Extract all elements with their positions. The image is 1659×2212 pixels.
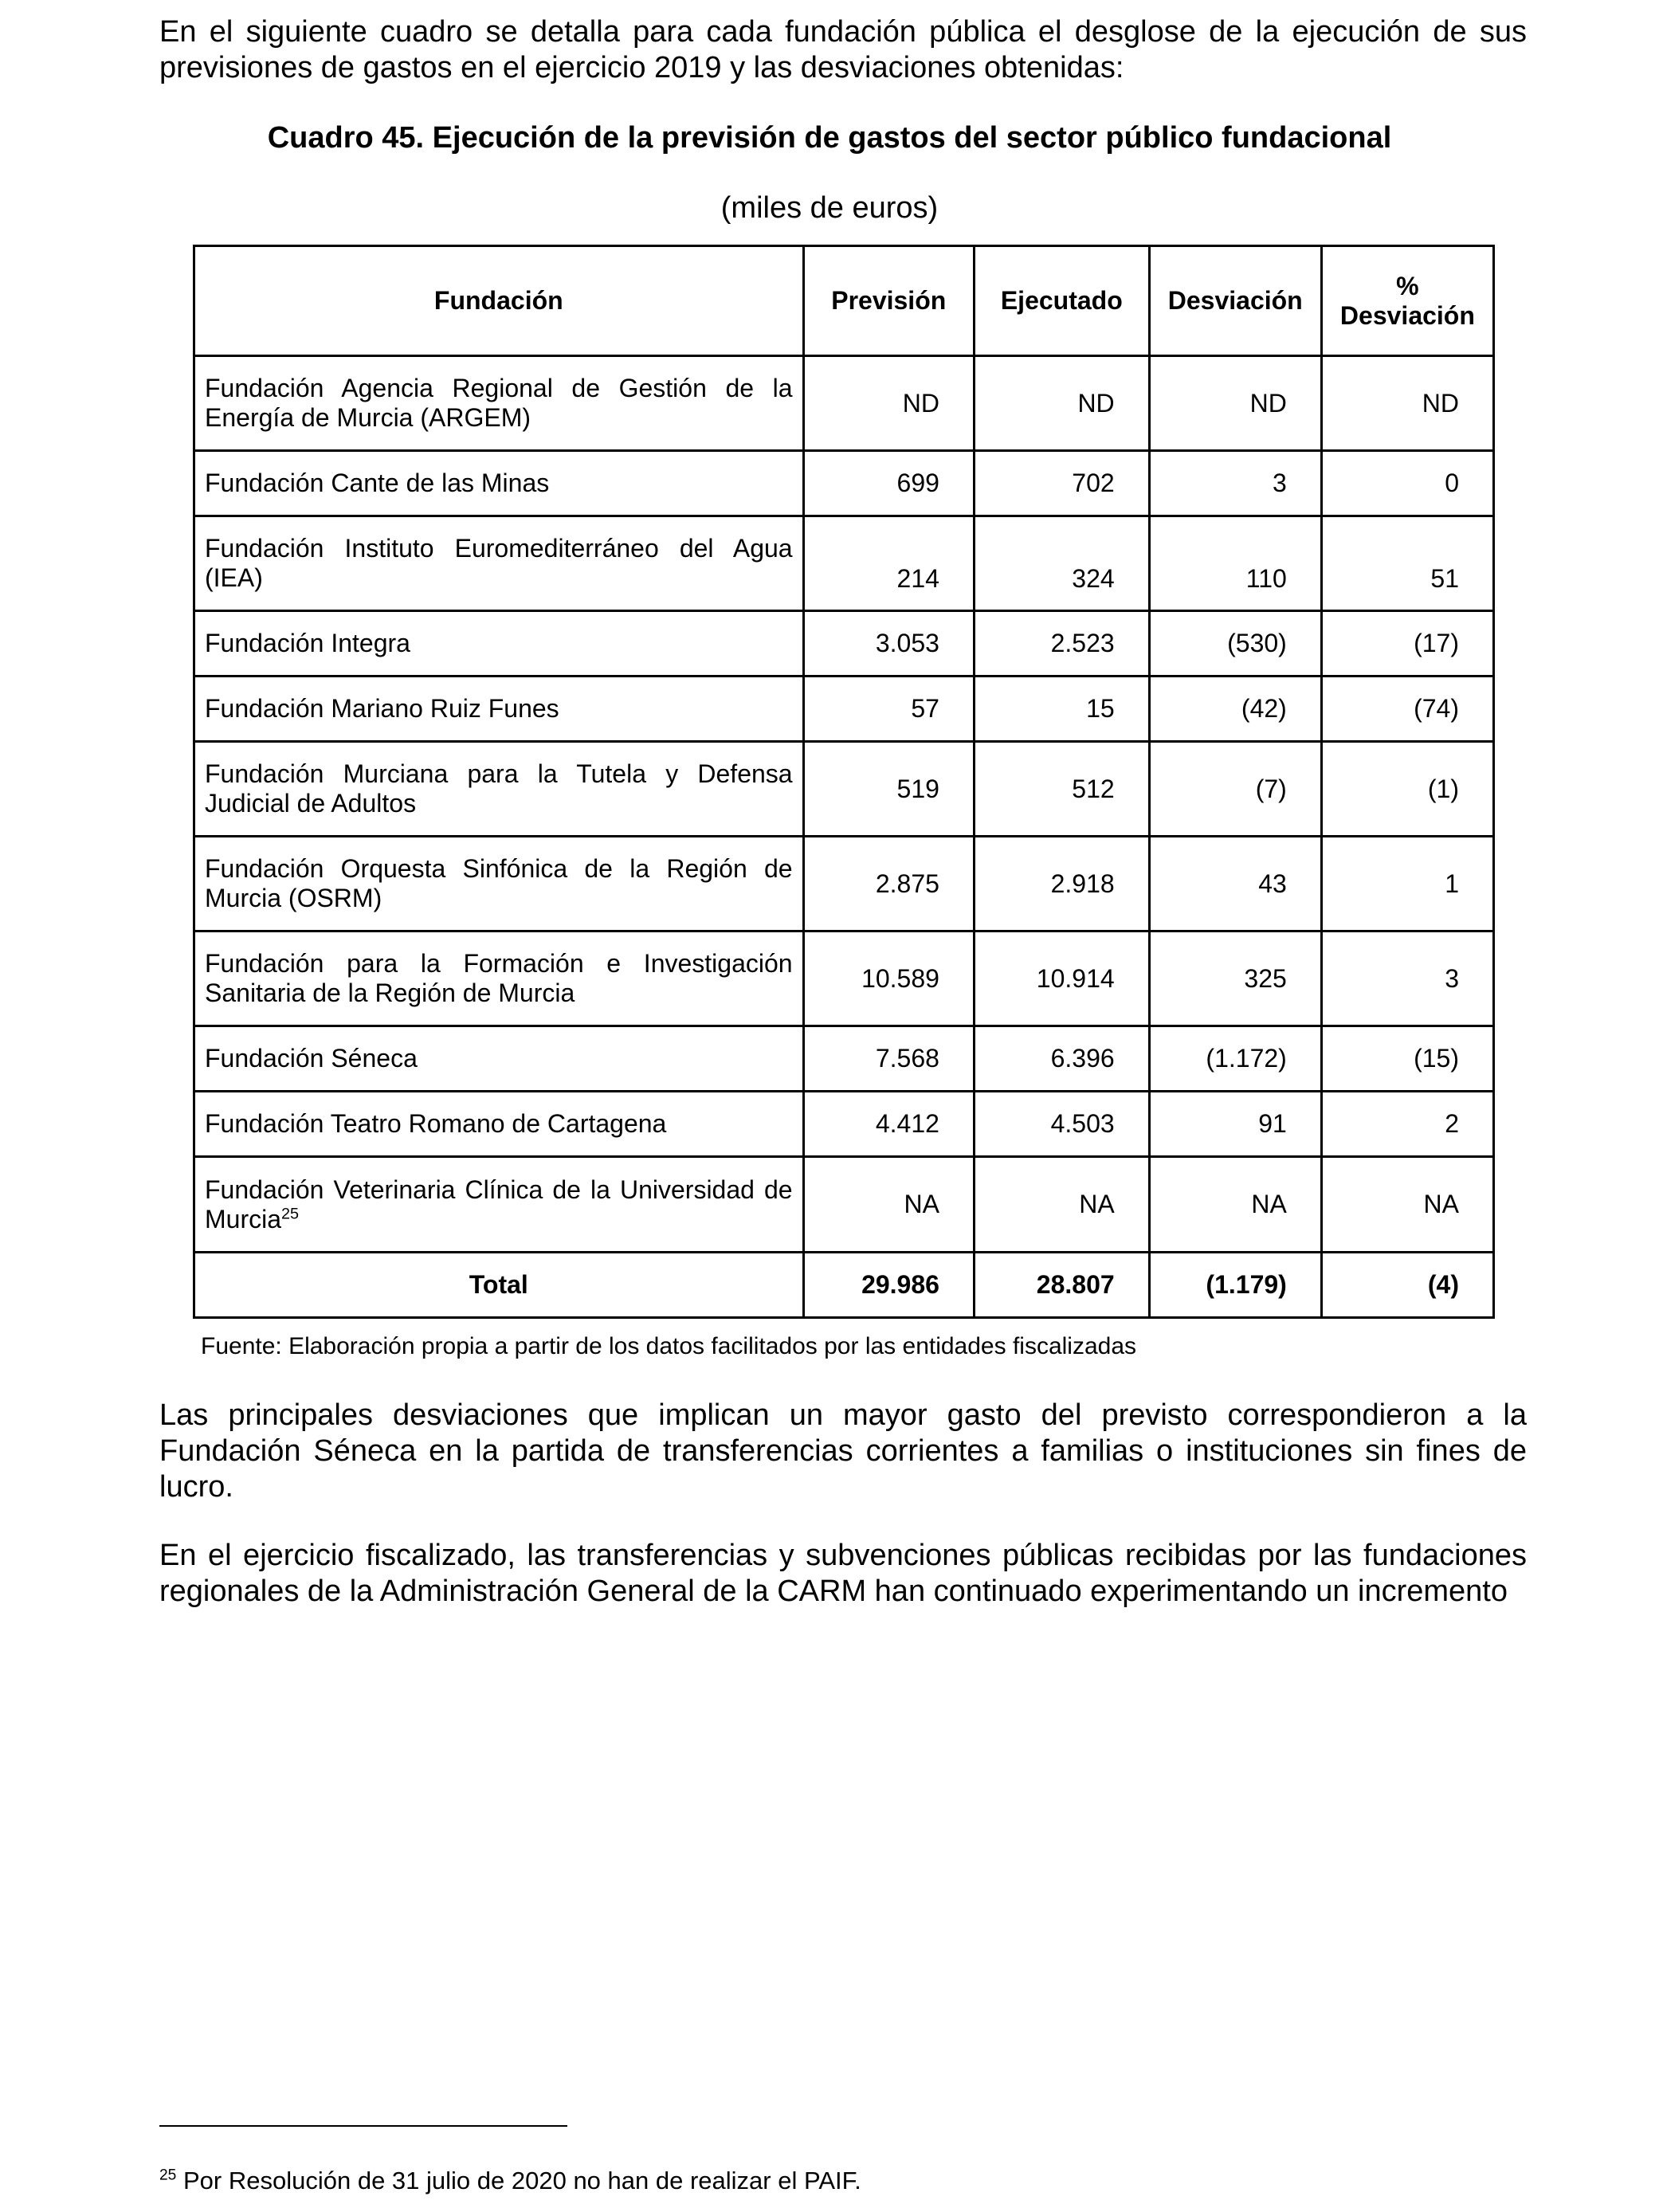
table-row [194,931,1494,1026]
row-ejecutado: 702 [974,451,1149,516]
row-prevision: 4.412 [803,1092,974,1157]
table-row [194,1026,1494,1092]
header-pct-desviacion [1321,246,1493,356]
row-name: Fundación Mariano Ruiz Funes [194,677,804,742]
row-ejecutado: 324 [974,516,1149,611]
row-pct: 3 [1321,931,1493,1026]
row-desviacion: 325 [1149,931,1321,1026]
table-total-row [194,1253,1494,1318]
total-pct: (4) [1321,1253,1493,1318]
row-prevision: 214 [803,516,974,611]
row-name: Fundación para la Formación e Investigación Sanitaria de la Región de Murcia [194,931,804,1026]
body-paragraph-2: En el ejercicio fiscalizado, las transferencias y subvenciones públicas recibidas por las fundaciones regionales de la Administración General de la CARM han continuado experimentando un incremento [159,1539,1527,1608]
intro-paragraph: En el siguiente cuadro se detalla para cada fundación pública el desglose de la ejecución de sus previsiones de gastos en el ejercicio 2019 y las desviaciones obtenidas: [159,15,1527,84]
row-ejecutado: 512 [974,742,1149,837]
footnote-reference: 25 [281,1204,300,1222]
row-name: Fundación Instituto Euromediterráneo del Agua (IEA) [194,516,804,611]
row-ejecutado: NA [974,1157,1149,1253]
row-desviacion: (1.172) [1149,1026,1321,1092]
row-ejecutado: 2.918 [974,837,1149,931]
row-name: Fundación Séneca [194,1026,804,1092]
foundation-expense-table [193,245,1495,1319]
table-row [194,837,1494,931]
total-prevision: 29.986 [803,1253,974,1318]
row-ejecutado: 10.914 [974,931,1149,1026]
header-desviacion: Desviación [1149,246,1321,356]
total-label: Total [194,1253,804,1318]
row-prevision: 3.053 [803,611,974,677]
table-row [194,451,1494,516]
row-prevision: 2.875 [803,837,974,931]
row-pct: (74) [1321,677,1493,742]
row-prevision: 519 [803,742,974,837]
row-pct: 2 [1321,1092,1493,1157]
table-row [194,356,1494,451]
header-pct-label: Desviación [1339,300,1475,330]
row-name: Fundación Teatro Romano de Cartagena [194,1092,804,1157]
row-pct: NA [1321,1157,1493,1253]
row-pct: (15) [1321,1026,1493,1092]
table-row [194,516,1494,611]
row-name: Fundación Integra [194,611,804,677]
row-prevision: ND [803,356,974,451]
table-caption-title: Cuadro 45. Ejecución de la previsión de gastos del sector público fundacional [267,121,1392,155]
row-pct: 51 [1321,516,1493,611]
table-header-row [194,246,1494,356]
row-desviacion: 110 [1149,516,1321,611]
header-ejecutado: Ejecutado [974,246,1149,356]
body-paragraph-1: Las principales desviaciones que implican un mayor gasto del previsto correspondieron a la Fundación Séneca en la partida de transferencias corrientes a familias o instituciones sin fines de lucro. [159,1398,1527,1504]
row-desviacion: NA [1149,1157,1321,1253]
row-pct: 0 [1321,451,1493,516]
footnote-separator [159,2125,567,2127]
row-ejecutado: 4.503 [974,1092,1149,1157]
row-desviacion: (7) [1149,742,1321,837]
row-desviacion: 91 [1149,1092,1321,1157]
header-prevision: Previsión [803,246,974,356]
row-ejecutado: 6.396 [974,1026,1149,1092]
row-name: Fundación Veterinaria Clínica de la Universidad de Murcia [205,1175,793,1233]
row-name: Fundación Cante de las Minas [194,451,804,516]
table-row [194,1092,1494,1157]
header-fundacion: Fundación [194,246,804,356]
row-prevision: NA [803,1157,974,1253]
row-name: Fundación Agencia Regional de Gestión de la Energía de Murcia (ARGEM) [194,356,804,451]
row-ejecutado: 15 [974,677,1149,742]
row-name: Fundación Orquesta Sinfónica de la Región de Murcia (OSRM) [194,837,804,931]
table-row [194,742,1494,837]
row-ejecutado: 2.523 [974,611,1149,677]
row-desviacion: ND [1149,356,1321,451]
row-pct: (1) [1321,742,1493,837]
row-name-cell [194,1157,804,1253]
table-source-note: Fuente: Elaboración propia a partir de los datos facilitados por las entidades fiscalizadas [201,1333,1137,1359]
row-pct: (17) [1321,611,1493,677]
table-row [194,1157,1494,1253]
footnote-text: Por Resolución de 31 julio de 2020 no han de realizar el PAIF. [183,2167,861,2194]
row-prevision: 57 [803,677,974,742]
row-prevision: 7.568 [803,1026,974,1092]
footnote-mark: 25 [159,2167,177,2184]
row-prevision: 699 [803,451,974,516]
table-row [194,611,1494,677]
row-ejecutado: ND [974,356,1149,451]
header-pct-symbol: % [1396,271,1419,300]
row-prevision: 10.589 [803,931,974,1026]
total-ejecutado: 28.807 [974,1253,1149,1318]
total-desviacion: (1.179) [1149,1253,1321,1318]
footnote [159,2166,861,2196]
table-row [194,677,1494,742]
row-name: Fundación Murciana para la Tutela y Defensa Judicial de Adultos [194,742,804,837]
row-desviacion: 43 [1149,837,1321,931]
table-caption-units: (miles de euros) [720,191,939,225]
row-desviacion: (42) [1149,677,1321,742]
row-desviacion: (530) [1149,611,1321,677]
row-pct: ND [1321,356,1493,451]
row-desviacion: 3 [1149,451,1321,516]
row-pct: 1 [1321,837,1493,931]
